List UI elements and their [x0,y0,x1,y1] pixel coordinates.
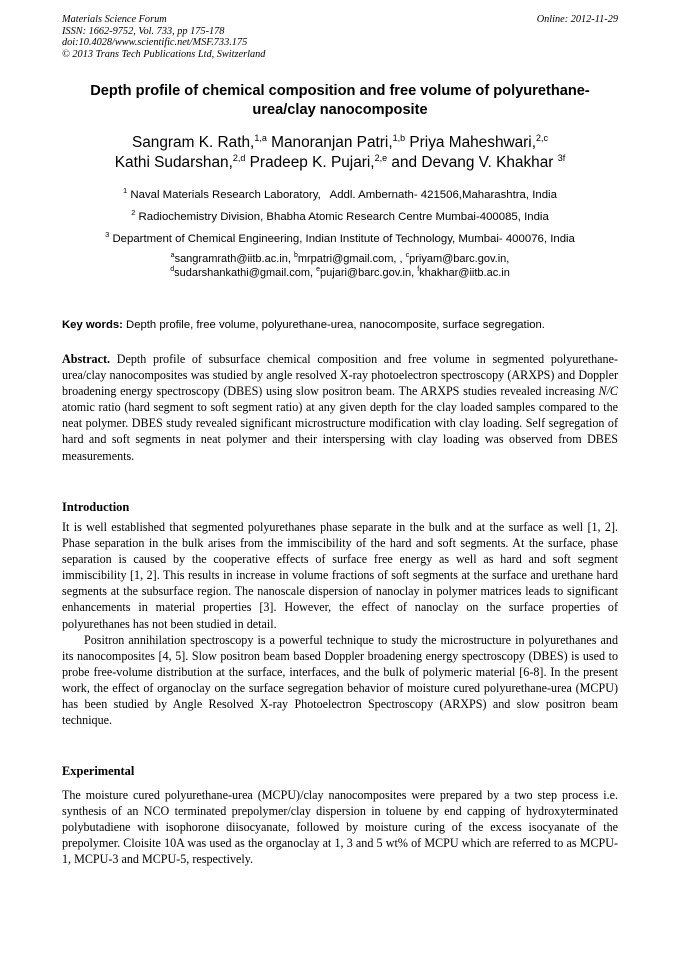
introduction-body [62,519,618,728]
abstract-label: Abstract. [62,352,111,366]
online-date: Online: 2012-11-29 [536,14,618,25]
affiliation-text: Radiochemistry Division, Bhabha Atomic Research Centre Mumbai-400085, India [138,211,549,223]
author-affiliation-mark: 2,e [374,153,388,163]
keywords-text: Depth profile, free volume, polyurethane-urea, nanocomposite, surface segregation. [126,319,545,331]
email-mark: e [316,266,321,273]
email-mark: d [170,266,175,273]
email-address: pujari@barc.gov.in, [320,267,415,279]
author-conjunction: and [391,154,418,171]
introduction-heading: Introduction [62,500,130,514]
email-mark: f [417,266,420,273]
email-mark: a [170,252,175,259]
affiliation-text: Department of Chemical Engineering, Indian Institute of Technology, Mumbai- 400076, India [112,233,575,245]
author-name: Devang V. Khakhar [421,154,554,171]
author-affiliation-mark: 2,c [536,133,549,143]
affiliation-2 [62,210,618,224]
abstract [62,351,618,464]
doi-line: doi:10.4028/www.scientific.net/MSF.733.175 [62,37,248,49]
affiliation-number: 2 [131,208,136,217]
author-name: Priya Maheshwari, [409,134,536,151]
experimental-body [62,787,618,867]
journal-header [62,14,618,60]
email-address: sudarshankathi@gmail.com, [174,267,314,279]
affiliation-number: 3 [105,230,110,239]
paragraph: The moisture cured polyurethane-urea (MCPU)/clay nanocomposites were prepared by a two step process i.e. synthesis of an NCO terminated prepolymer/clay dispersion in toluene by end capping of hydroxyterminated polybutadiene with isophorone diisocyanate, followed by moisture curing of the excess isocyanate of the prepolymer. Cloisite 10A was used as the organoclay at 1, 3 and 5 wt% of MCPU which are referred to as MCPU-1, MCPU-3 and MCPU-5, respectively. [62,788,618,867]
email-address: khakhar@iitb.ac.in [419,267,510,279]
abstract-text: Depth profile of subsurface chemical composition and free volume in segmented polyurethane-urea/clay nanocomposites was studied by angle resolved X-ray photoelectron spectroscopy (ARXPS) and Doppler broadening energy spectroscopy (DBES) using slow positron beam. The ARXPS studies revealed increasing [62,352,618,399]
abstract-text: atomic ratio (hard segment to soft segment ratio) at any given depth for the clay loaded samples compared to the neat polymer. DBES study revealed significant microstructure modification with clay loading. Self segregation of hard and soft segments in neat polymer and their interspersing with clay loading was observed from DBES measurements. [62,400,618,463]
author-affiliation-mark: 1,b [392,133,406,143]
affiliation-text: Naval Materials Research Laboratory, Addl. Ambernath- 421506,Maharashtra, India [130,189,557,201]
paper-title: Depth profile of chemical composition and free volume of polyurethane-urea/clay nanocomposite [90,83,590,118]
author-name: Sangram K. Rath, [131,134,255,151]
email-address: sangramrath@iitb.ac.in, [174,253,291,265]
keywords-label: Key words: [62,319,123,331]
affiliation-1 [62,188,618,202]
email-mark: c [405,252,410,259]
issn-line: ISSN: 1662-9752, Vol. 733, pp 175-178 [62,25,225,37]
author-affiliation-mark: 3f [557,153,566,163]
email-mark: b [293,252,298,259]
keywords [62,318,618,332]
author-name: Kathi Sudarshan, [114,154,233,171]
paragraph: It is well established that segmented polyurethanes phase separate in the bulk and at the surface as well [1, 2]. Phase separation in the bulk arises from the immiscibility of the hard and soft segments. At the surface, phase separation is caused by the cooperative effects of surface free energy as well as hard and soft segment immiscibility [1, 2]. This results in increase in volume fractions of soft segments at the surface and urethane hard segments at the subsurface region. The nanoscale dispersion of nanoclay in polymer matrices leads to significant enhancements in material properties [3]. However, the effect of nanoclay on the surface properties of polyurethanes has not been studied in detail. [62,520,618,631]
email-address: priyam@barc.gov.in, [409,253,510,265]
author-list [62,133,618,173]
author-name: Pradeep K. Pujari, [249,154,375,171]
author-name: Manoranjan Patri, [271,134,393,151]
paragraph: Positron annihilation spectroscopy is a powerful technique to study the microstructure in polyurethanes and its nanocomposites [4, 5]. Slow positron beam based Doppler broadening energy spectroscopy (DBES) is used to probe free-volume distribution at the surface, interfaces, and the bulk of polymeric material [6-8]. In the present work, the effect of organoclay on the surface segregation behavior of moisture cured polyurethane-urea (MCPU) has been studied by Angle Resolved X-ray Photoelectron Spectroscopy (ARXPS) and slow positron beam technique. [62,632,618,728]
email-list [62,252,618,280]
affiliation-3 [62,232,618,246]
affiliation-number: 1 [123,186,128,195]
experimental-heading: Experimental [62,764,135,778]
journal-name: Materials Science Forum [62,14,167,25]
copyright-line: © 2013 Trans Tech Publications Ltd, Switzerland [62,48,266,60]
author-affiliation-mark: 2,d [232,153,246,163]
author-affiliation-mark: 1,a [254,133,267,143]
abstract-italic-term: N/C [598,384,618,399]
email-address: mrpatri@gmail.com, , [297,253,403,265]
